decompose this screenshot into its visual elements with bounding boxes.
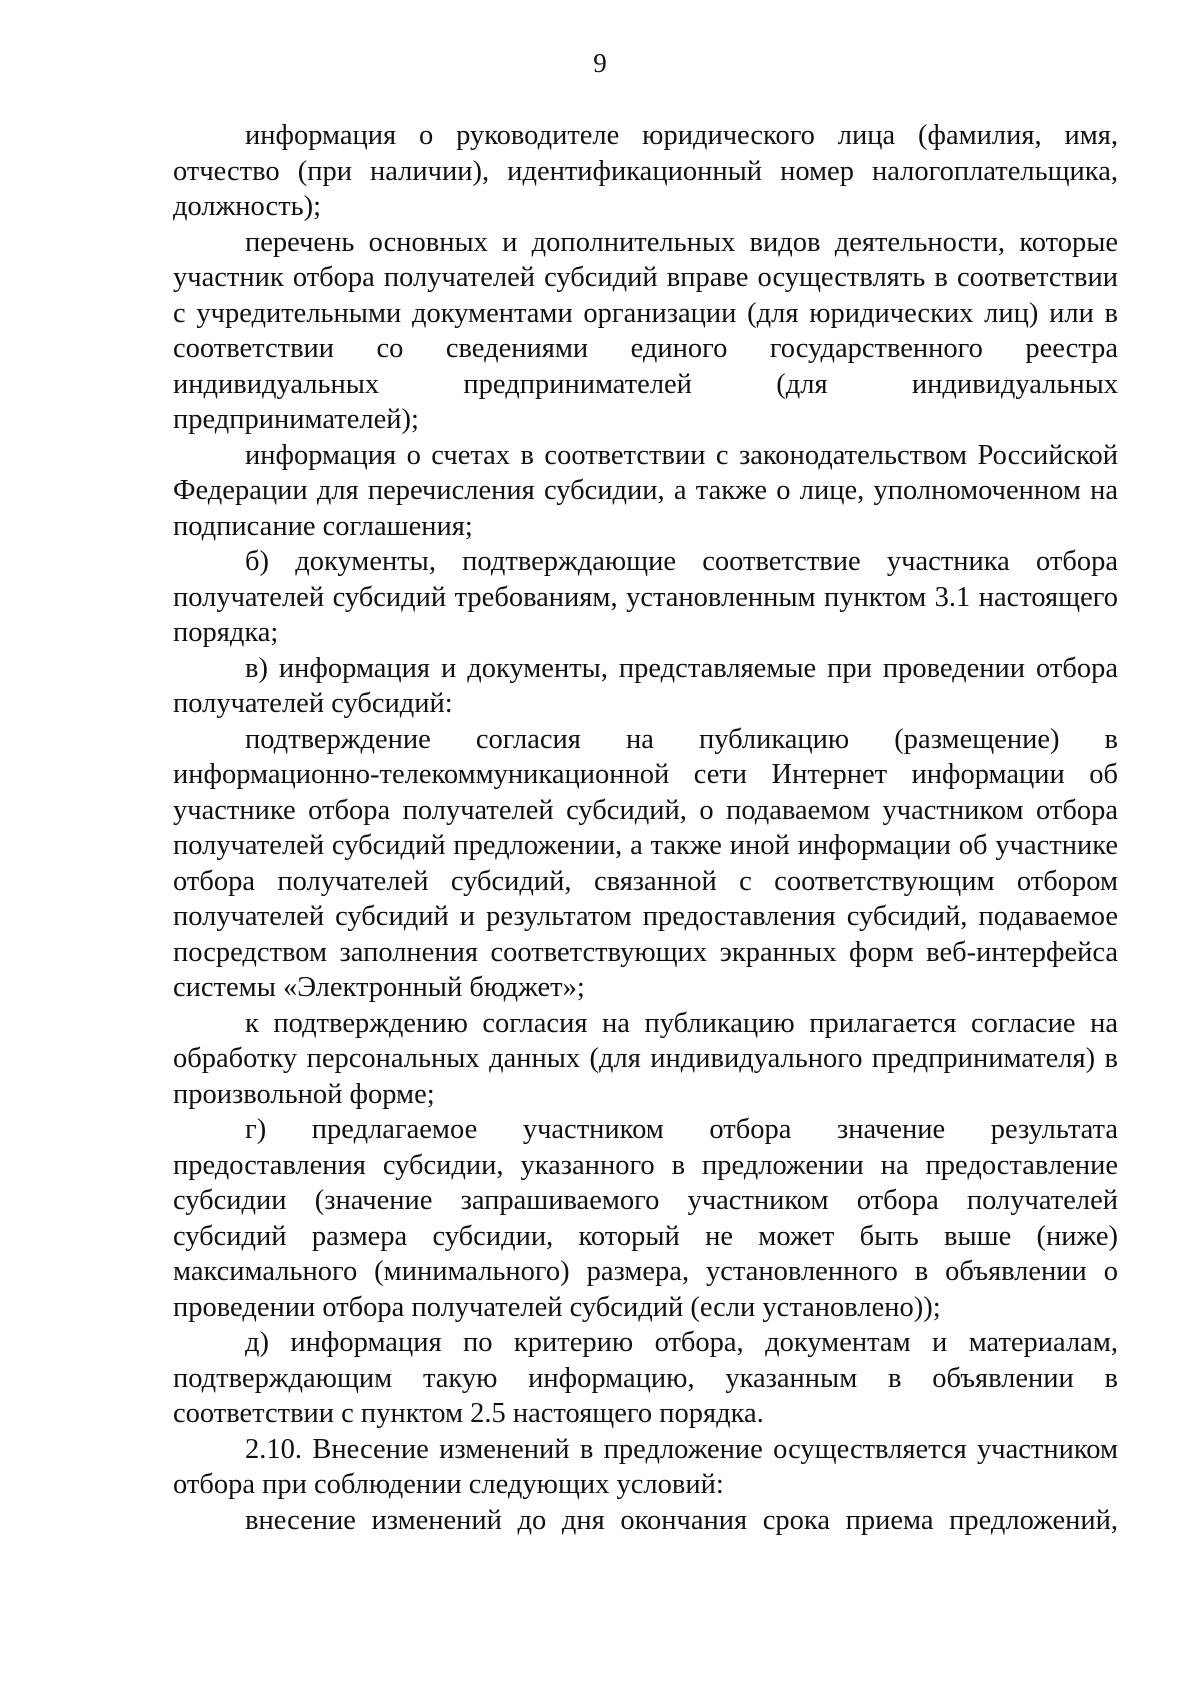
paragraph: в) информация и документы, представляемые при проведении отбора получателей субсидий: [173, 652, 1118, 719]
paragraph: г) предлагаемое участником отбора значение результата предоставления субсидии, указанного в предложении на предоставление субсидии (значение запрашиваемого участником отбора получателей субсидий размера субсидии, который не может быть выше (ниже) максимального (минимального) размера, установленного в объявлении о проведении отбора получателей субсидий (если установлено)); [173, 1114, 1118, 1323]
paragraph: информация о руководителе юридического лица (фамилия, имя, отчество (при наличии), идентификационный номер налогоплательщика, должность); [173, 120, 1118, 222]
paragraph: д) информация по критерию отбора, документам и материалам, подтверждающим такую информацию, указанным в объявлении в соответствии с пунктом 2.5 настоящего порядка. [173, 1327, 1118, 1429]
paragraph: б) документы, подтверждающие соответствие участника отбора получателей субсидий требованиям, установленным пунктом 3.1 настоящего порядка; [173, 546, 1118, 648]
paragraph: перечень основных и дополнительных видов деятельности, которые участник отбора получателей субсидий вправе осуществлять в соответствии с учредительными документами организации (для юридических лиц) или в соответствии со сведениями единого государственного реестра индивидуальных предпринимателей (для индивидуальных предпринимателей); [173, 226, 1118, 435]
page-number: 9 [593, 48, 607, 78]
paragraph: подтверждение согласия на публикацию (размещение) в информационно-телекоммуникационной сети Интернет информации об участнике отбора получателей субсидий, о подаваемом участником отбора получателей субсидий предложении, а также иной информации об участнике отбора получателей субсидий, связанной с соответствующим отбором получателей субсидий и результатом предоставления субсидий, подаваемое посредством заполнения соответствующих экранных форм веб-интерфейса системы «Электронный бюджет»; [173, 723, 1118, 1003]
paragraph: 2.10. Внесение изменений в предложение осуществляется участником отбора при соблюдении следующих условий: [173, 1433, 1118, 1500]
paragraph: внесение изменений до дня окончания срока приема предложений, [245, 1504, 1118, 1536]
document-body [173, 118, 1118, 1538]
paragraph: к подтверждению согласия на публикацию прилагается согласие на обработку персональных данных (для индивидуального предпринимателя) в произвольной форме; [173, 1007, 1118, 1110]
paragraph: информация о счетах в соответствии с законодательством Российской Федерации для перечисления субсидии, а также о лице, уполномоченном на подписание соглашения; [173, 439, 1118, 542]
